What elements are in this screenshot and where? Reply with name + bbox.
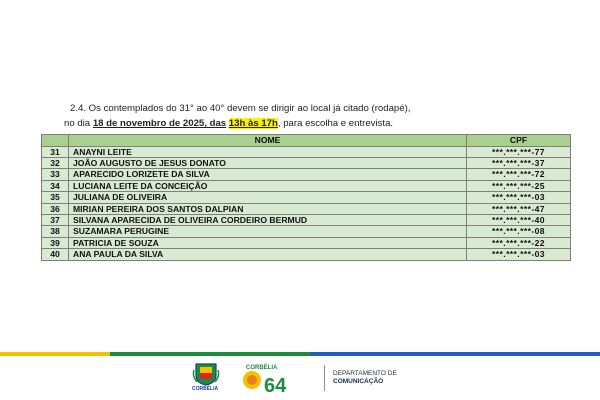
row-number: 34: [42, 180, 69, 191]
anniversary-logo: [238, 362, 298, 394]
department-label: [333, 370, 397, 386]
row-number: 36: [42, 203, 69, 214]
row-number: 35: [42, 192, 69, 203]
stripe-blue: [310, 352, 600, 356]
intro-date-prefix: no dia: [64, 118, 93, 129]
table-row: [42, 180, 571, 191]
header-cpf: CPF: [467, 135, 571, 147]
row-cpf: ***.***.***-25: [467, 180, 571, 191]
anniversary-64-icon: [238, 362, 298, 394]
row-number: 33: [42, 169, 69, 180]
row-cpf: ***.***.***-77: [467, 146, 571, 157]
row-name: ANA PAULA DA SILVA: [69, 249, 467, 260]
row-name: JOÃO AUGUSTO DE JESUS DONATO: [69, 158, 467, 169]
header-nome: NOME: [69, 135, 467, 147]
row-cpf: ***.***.***-37: [467, 158, 571, 169]
table-row: [42, 192, 571, 203]
intro-line-2: [64, 116, 550, 131]
table-row: [42, 215, 571, 226]
table-row: [42, 249, 571, 260]
crest-label: CORBÉLIA: [192, 386, 219, 392]
footer-color-stripe: [0, 352, 600, 356]
row-cpf: ***.***.***-47: [467, 203, 571, 214]
footer-logos: [192, 362, 397, 394]
anniv-number-text: 64: [264, 375, 287, 394]
dept-line-1: DEPARTAMENTO DE: [333, 370, 397, 377]
row-cpf: ***.***.***-03: [467, 249, 571, 260]
row-number: 40: [42, 249, 69, 260]
table-header-row: [42, 135, 571, 147]
stripe-green: [110, 352, 310, 356]
header-num: [42, 135, 69, 147]
dept-line-2: COMUNICAÇÃO: [333, 378, 384, 385]
row-name: SILVANA APARECIDA DE OLIVEIRA CORDEIRO BERMUD: [69, 215, 467, 226]
row-name: PATRICIA DE SOUZA: [69, 237, 467, 248]
row-number: 37: [42, 215, 69, 226]
municipal-crest-logo: [192, 362, 220, 394]
row-number: 31: [42, 146, 69, 157]
row-cpf: ***.***.***-22: [467, 237, 571, 248]
table-row: [42, 237, 571, 248]
table-row: [42, 146, 571, 157]
intro-time-highlight: 13h às 17h: [228, 118, 278, 129]
table-row: [42, 203, 571, 214]
row-cpf: ***.***.***-72: [467, 169, 571, 180]
row-number: 39: [42, 237, 69, 248]
row-number: 32: [42, 158, 69, 169]
row-name: SUZAMARA PERUGINE: [69, 226, 467, 237]
intro-line-1: 2.4. Os contemplados do 31° ao 40° devem se dirigir ao local já citado (rodapé),: [70, 103, 411, 114]
row-name: LUCIANA LEITE DA CONCEIÇÃO: [69, 180, 467, 191]
row-cpf: ***.***.***-08: [467, 226, 571, 237]
contemplados-table: [41, 134, 571, 261]
stripe-yellow: [0, 352, 110, 356]
intro-paragraph: [64, 101, 550, 131]
table-row: [42, 158, 571, 169]
table-row: [42, 169, 571, 180]
row-cpf: ***.***.***-40: [467, 215, 571, 226]
table-body: [42, 146, 571, 260]
row-number: 38: [42, 226, 69, 237]
intro-suffix: , para escolha e entrevista.: [277, 118, 394, 129]
row-cpf: ***.***.***-03: [467, 192, 571, 203]
row-name: APARECIDO LORIZETE DA SILVA: [69, 169, 467, 180]
row-name: JULIANA DE OLIVEIRA: [69, 192, 467, 203]
row-name: MIRIAN PEREIRA DOS SANTOS DALPIAN: [69, 203, 467, 214]
intro-date: 18 de novembro de 2025, das: [92, 118, 227, 129]
crest-shield-icon: [192, 362, 220, 386]
footer-divider: [324, 365, 325, 391]
anniv-brand-text: CORBÉLIA: [246, 365, 278, 371]
table-row: [42, 226, 571, 237]
row-name: ANAYNI LEITE: [69, 146, 467, 157]
